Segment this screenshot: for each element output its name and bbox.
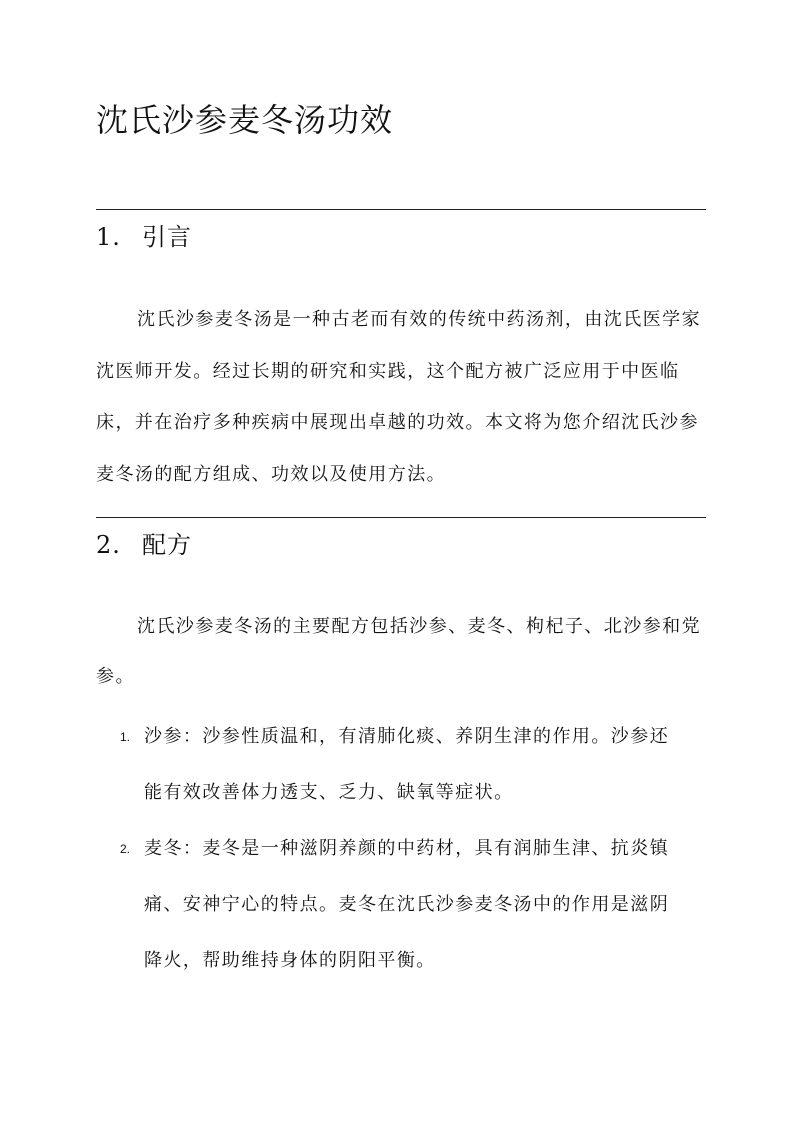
section-heading [96, 528, 706, 562]
list-item-number: 2. [120, 842, 131, 856]
list-item [96, 709, 706, 821]
section-introduction [96, 209, 706, 500]
intro-paragraph: 沈氏沙参麦冬汤是一种古老而有效的传统中药汤剂，由沈氏医学家沈医师开发。经过长期的研究和实践，这个配方被广泛应用于中医临床，并在治疗多种疾病中展现出卓越的功效。本文将为您介绍沈氏沙参麦冬汤的配方组成、功效以及使用方法。 [96, 309, 702, 485]
document-title: 沈氏沙参麦冬汤功效 [96, 101, 394, 139]
list-item-number: 1. [120, 730, 131, 744]
section-formula [96, 517, 706, 989]
list-item [96, 821, 706, 989]
list-item-text: 沙参：沙参性质温和，有清肺化痰、养阴生津的作用。沙参还能有效改善体力透支、乏力、缺氧等症状。 [144, 726, 670, 803]
formula-paragraph: 沈氏沙参麦冬汤的主要配方包括沙参、麦冬、枸杞子、北沙参和党参。 [96, 616, 702, 687]
section-heading [96, 220, 706, 254]
section-title: 引言 [142, 223, 192, 251]
section-title: 配方 [142, 531, 192, 559]
section-divider [96, 517, 706, 518]
list-item-text: 麦冬：麦冬是一种滋阴养颜的中药材，具有润肺生津、抗炎镇痛、安神宁心的特点。麦冬在沈氏沙参麦冬汤中的作用是滋阴降火，帮助维持身体的阴阳平衡。 [144, 838, 670, 971]
section-number: 1. [96, 223, 121, 251]
ingredient-list [96, 709, 706, 989]
section-number: 2. [96, 531, 121, 559]
section-divider [96, 209, 706, 210]
